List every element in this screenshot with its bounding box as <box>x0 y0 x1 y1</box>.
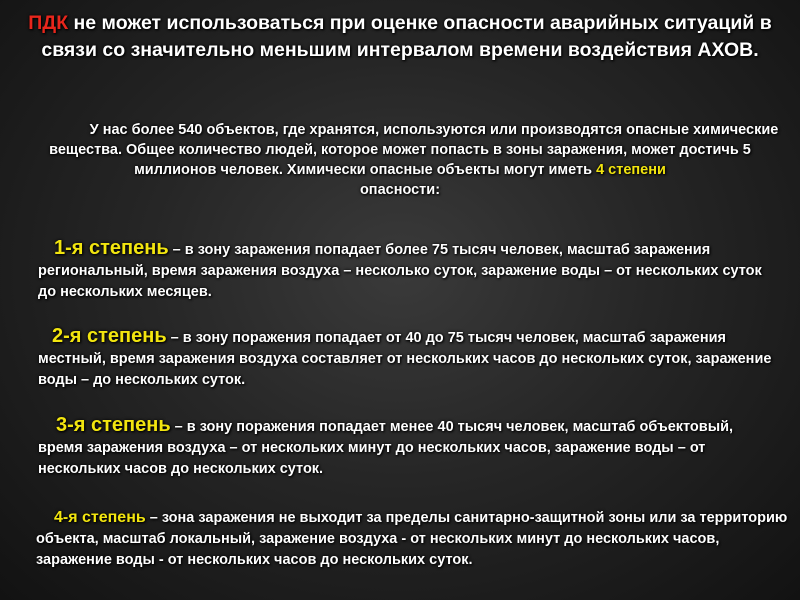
intro-text-end: опасности: <box>359 182 441 198</box>
title-text: не может использоваться при оценке опасности аварийных ситуаций в связи со значительно меньшим интервалом времени воздействия АХОВ. <box>41 12 772 61</box>
degree-description: – в зону поражения попадает менее 40 тысяч человек, масштаб объектовый, время заражения воздуха – от нескольких минут до нескольких часов, заражение воды – от нескольких часов до нескольких суток. <box>38 419 734 477</box>
degree-description: – в зону заражения попадает более 75 тысяч человек, масштаб заражения региональный, время заражения воздуха – несколько суток, заражение воды – от нескольких суток до нескольких месяцев. <box>38 242 762 300</box>
degree-description: – зона заражения не выходит за пределы санитарно-защитной зоны или за территорию объекта, масштаб локальный, заражение воздуха - от нескольких минут до нескольких часов, заражение воды - от нескольких часов до нескольких суток. <box>36 510 788 568</box>
degree-description: – в зону поражения попадает от 40 до 75 тысяч человек, масштаб заражения местный, время заражения воздуха составляет от нескольких часов до нескольких суток, заражение воды – до нескольких суток. <box>38 330 772 388</box>
slide-title <box>20 10 780 64</box>
degree-label: 3-я степень <box>56 414 171 436</box>
degree-item-3 <box>38 415 780 480</box>
degree-label: 1-я степень <box>54 237 169 259</box>
title-highlight: ПДК <box>28 12 69 34</box>
degree-label: 4-я степень <box>54 509 146 526</box>
intro-text: У нас более 540 объектов, где хранятся, используются или производятся опасные химические вещества. Общее количество людей, которое может попасть в зоны заражения, может достичь 5 миллионов человек. Химически опасные объекты могут иметь <box>49 122 779 178</box>
degree-item-2 <box>38 326 780 391</box>
degree-item-4 <box>36 507 788 571</box>
intro-paragraph <box>14 120 786 200</box>
degree-item-1 <box>38 238 780 303</box>
degree-label: 2-я степень <box>52 325 167 347</box>
intro-degree-count: 4 степени <box>596 162 666 178</box>
